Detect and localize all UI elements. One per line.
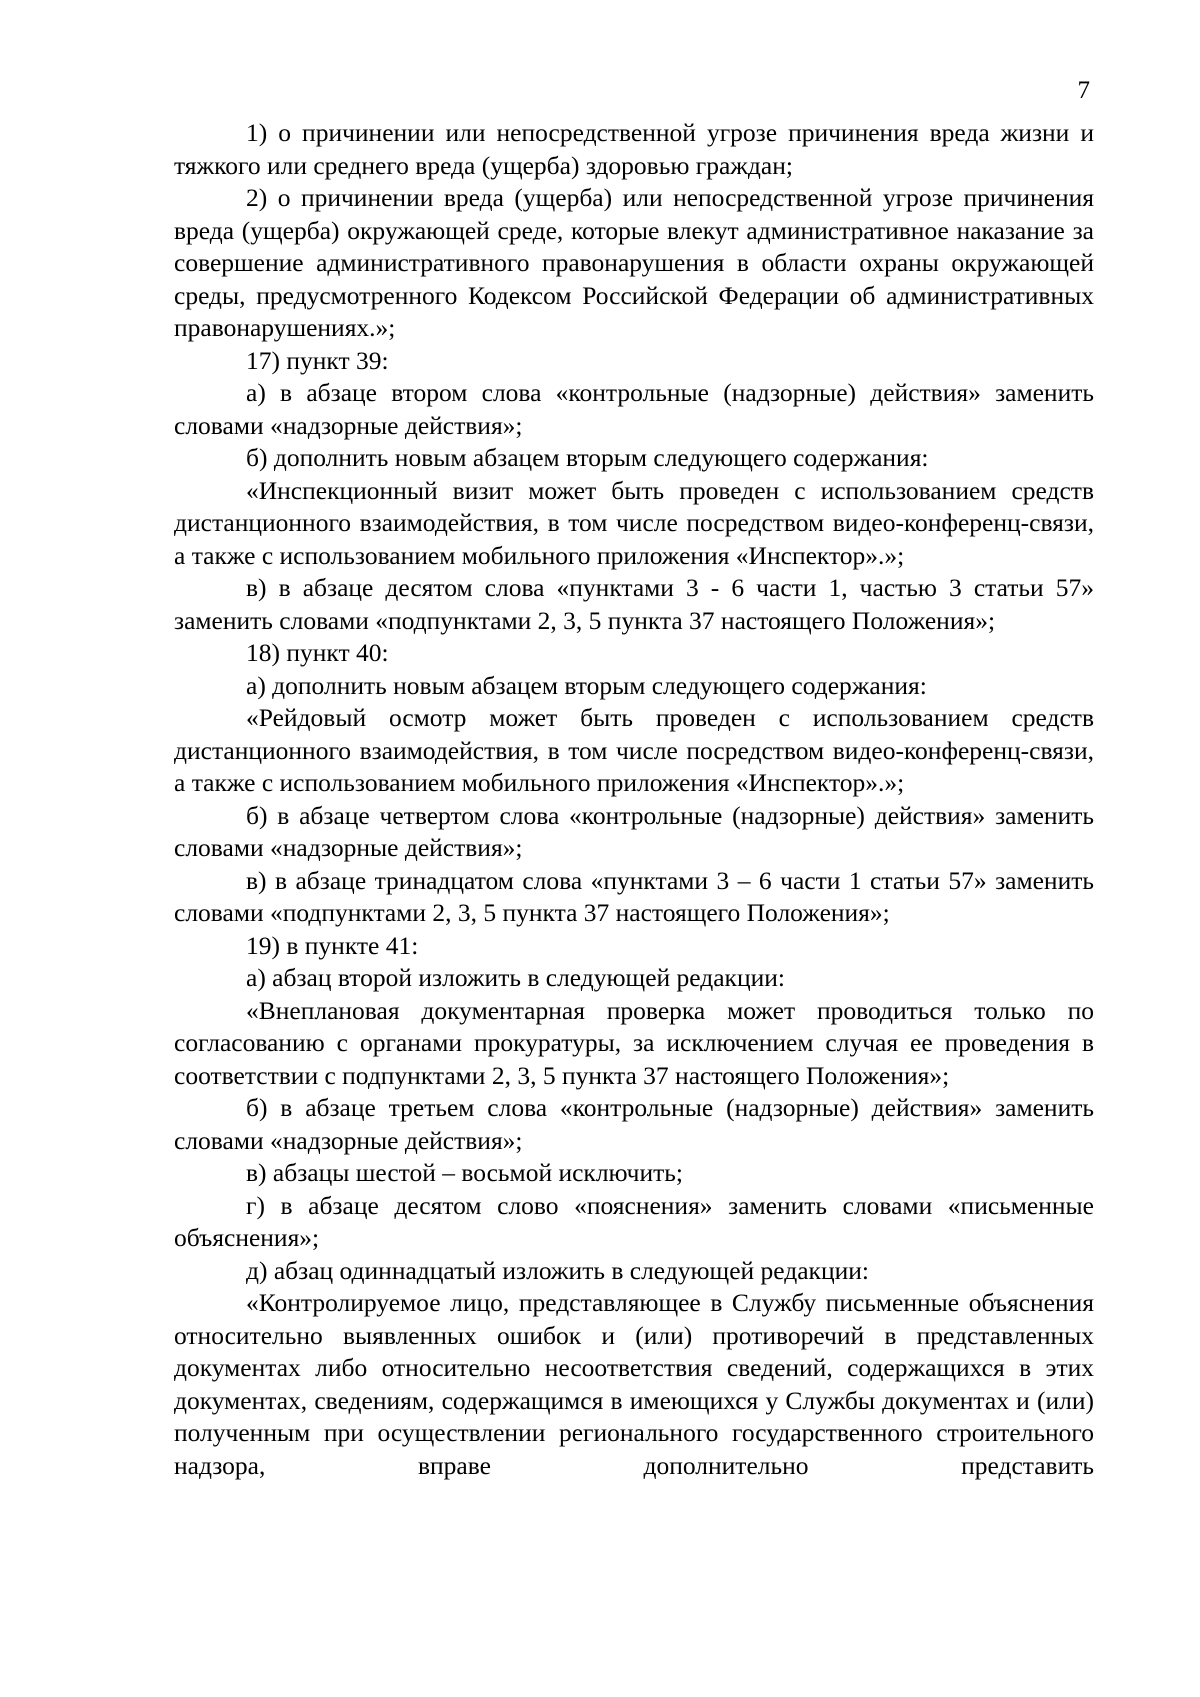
paragraph: в) в абзаце десятом слова «пунктами 3 - 6 части 1, частью 3 статьи 57» заменить словами «подпунктами 2, 3, 5 пункта 37 настоящего Положения»;: [174, 573, 1094, 635]
paragraph: 19) в пункте 41:: [246, 930, 419, 960]
document-body: [174, 117, 1094, 1482]
paragraph: 1) о причинении или непосредственной угрозе причинения вреда жизни и тяжкого или среднего вреда (ущерба) здоровью граждан;: [174, 118, 1094, 180]
paragraph: а) в абзаце втором слова «контрольные (надзорные) действия» заменить словами «надзорные действия»;: [174, 378, 1094, 440]
paragraph: а) дополнить новым абзацем вторым следующего содержания:: [246, 670, 927, 700]
paragraph: б) в абзаце четвертом слова «контрольные (надзорные) действия» заменить словами «надзорные действия»;: [174, 800, 1094, 862]
paragraph: в) абзацы шестой – восьмой исключить;: [246, 1158, 683, 1187]
paragraph: а) абзац второй изложить в следующей редакции:: [246, 963, 785, 992]
paragraph: «Внеплановая документарная проверка может проводиться только по согласованию с органами прокуратуры, за исключением случая ее проведения в соответствии с подпунктами 2, 3, 5 пункта 37 настоящего Положения»;: [174, 995, 1094, 1090]
paragraph: в) в абзаце тринадцатом слова «пунктами 3 – 6 части 1 статьи 57» заменить словами «подпунктами 2, 3, 5 пункта 37 настоящего Положения»;: [174, 865, 1094, 927]
paragraph: 2) о причинении вреда (ущерба) или непосредственной угрозе причинения вреда (ущерба) окружающей среде, которые влекут административное наказание за совершение административного правонарушения в области охраны окружающей среды, предусмотренного Кодексом Российской Федерации об административных правонарушениях.»;: [174, 183, 1094, 342]
paragraph: 18) пункт 40:: [246, 638, 389, 667]
paragraph: «Рейдовый осмотр может быть проведен с использованием средств дистанционного взаимодействия, в том числе посредством видео-конференц-связи, а также с использованием мобильного приложения «Инспектор».»;: [174, 703, 1094, 797]
paragraph: 17) пункт 39:: [246, 345, 389, 375]
paragraph: д) абзац одиннадцатый изложить в следующей редакции:: [246, 1255, 869, 1285]
paragraph: г) в абзаце десятом слово «пояснения» заменить словами «письменные объяснения»;: [174, 1190, 1094, 1252]
paragraph: «Контролируемое лицо, представляющее в Службу письменные объяснения относительно выявленных ошибок и (или) противоречий в представленных документах либо относительно несоответствия сведений, содержащихся в этих документах, сведениям, содержащимся в имеющихся у Службы документах и (или) полученным при осуществлении регионального государственного строительного надзора, вправе дополнительно представить: [174, 1288, 1094, 1480]
page-number: 7: [1077, 77, 1090, 104]
paragraph: б) дополнить новым абзацем вторым следующего содержания:: [246, 443, 929, 472]
paragraph: б) в абзаце третьем слова «контрольные (надзорные) действия» заменить словами «надзорные действия»;: [174, 1093, 1094, 1155]
paragraph: «Инспекционный визит может быть проведен с использованием средств дистанционного взаимодействия, в том числе посредством видео-конференц-связи, а также с использованием мобильного приложения «Инспектор».»;: [174, 475, 1094, 570]
